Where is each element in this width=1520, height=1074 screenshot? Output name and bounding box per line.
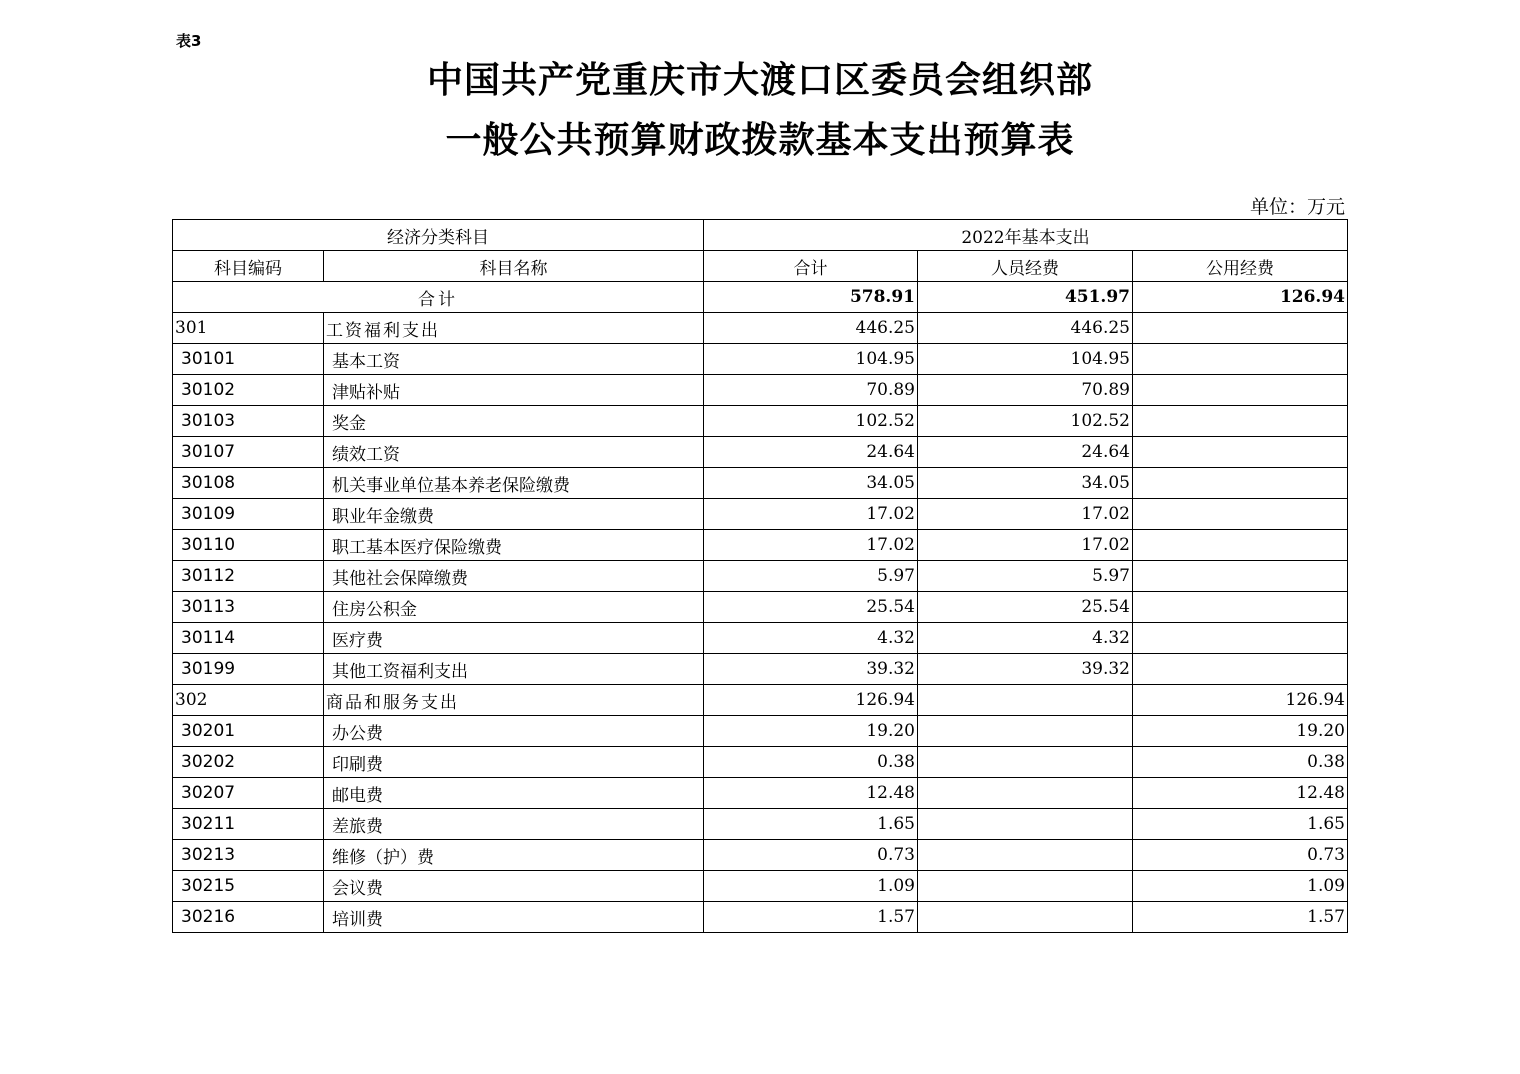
table-row xyxy=(173,561,1348,592)
row-total: 0.38 xyxy=(704,747,918,778)
row-name: 办公费 xyxy=(324,716,704,747)
header-personnel-expense: 人员经费 xyxy=(918,251,1133,282)
row-public: 1.09 xyxy=(1133,871,1348,902)
row-name: 培训费 xyxy=(324,902,704,933)
header-basic-expenditure-2022: 2022年基本支出 xyxy=(704,220,1348,251)
row-public: 12.48 xyxy=(1133,778,1348,809)
row-code: 30211 xyxy=(173,809,324,840)
row-public xyxy=(1133,592,1348,623)
row-name: 机关事业单位基本养老保险缴费 xyxy=(324,468,704,499)
row-total: 34.05 xyxy=(704,468,918,499)
total-row-label: 合计 xyxy=(173,282,704,313)
row-total: 102.52 xyxy=(704,406,918,437)
total-row-total: 578.91 xyxy=(704,282,918,313)
row-total: 104.95 xyxy=(704,344,918,375)
budget-table xyxy=(172,219,1348,933)
table-row xyxy=(173,437,1348,468)
table-row xyxy=(173,809,1348,840)
row-public: 126.94 xyxy=(1133,685,1348,716)
row-public xyxy=(1133,468,1348,499)
row-code: 30213 xyxy=(173,840,324,871)
row-code: 30103 xyxy=(173,406,324,437)
table-row xyxy=(173,747,1348,778)
row-public: 1.65 xyxy=(1133,809,1348,840)
row-total: 1.09 xyxy=(704,871,918,902)
row-personnel xyxy=(918,685,1133,716)
header-total: 合计 xyxy=(704,251,918,282)
row-personnel xyxy=(918,778,1133,809)
row-personnel: 25.54 xyxy=(918,592,1133,623)
row-public xyxy=(1133,654,1348,685)
row-total: 0.73 xyxy=(704,840,918,871)
row-personnel: 39.32 xyxy=(918,654,1133,685)
row-name: 会议费 xyxy=(324,871,704,902)
row-public: 19.20 xyxy=(1133,716,1348,747)
row-public xyxy=(1133,406,1348,437)
row-personnel xyxy=(918,809,1133,840)
row-code: 30114 xyxy=(173,623,324,654)
total-row-public: 126.94 xyxy=(1133,282,1348,313)
row-public: 1.57 xyxy=(1133,902,1348,933)
row-public xyxy=(1133,375,1348,406)
table-row xyxy=(173,468,1348,499)
row-personnel xyxy=(918,902,1133,933)
row-total: 4.32 xyxy=(704,623,918,654)
row-name: 住房公积金 xyxy=(324,592,704,623)
header-group-row xyxy=(173,220,1348,251)
row-total: 446.25 xyxy=(704,313,918,344)
row-code: 301 xyxy=(173,313,324,344)
row-code: 30216 xyxy=(173,902,324,933)
table-row xyxy=(173,623,1348,654)
row-name: 邮电费 xyxy=(324,778,704,809)
row-name: 其他工资福利支出 xyxy=(324,654,704,685)
table-row xyxy=(173,685,1348,716)
row-code: 30201 xyxy=(173,716,324,747)
row-public: 0.38 xyxy=(1133,747,1348,778)
row-total: 70.89 xyxy=(704,375,918,406)
row-personnel: 70.89 xyxy=(918,375,1133,406)
row-name: 印刷费 xyxy=(324,747,704,778)
row-total: 17.02 xyxy=(704,530,918,561)
table-row xyxy=(173,654,1348,685)
row-personnel: 104.95 xyxy=(918,344,1133,375)
row-code: 30113 xyxy=(173,592,324,623)
document-title-line-2: 一般公共预算财政拨款基本支出预算表 xyxy=(445,120,1075,161)
row-total: 25.54 xyxy=(704,592,918,623)
row-code: 30207 xyxy=(173,778,324,809)
header-subject-name: 科目名称 xyxy=(324,251,704,282)
row-total: 39.32 xyxy=(704,654,918,685)
row-name: 基本工资 xyxy=(324,344,704,375)
row-personnel: 17.02 xyxy=(918,530,1133,561)
row-personnel: 34.05 xyxy=(918,468,1133,499)
table-row xyxy=(173,406,1348,437)
row-personnel xyxy=(918,840,1133,871)
row-code: 30202 xyxy=(173,747,324,778)
unit-label: 单位：万元 xyxy=(1249,196,1345,218)
row-personnel: 5.97 xyxy=(918,561,1133,592)
row-name: 工资福利支出 xyxy=(324,313,704,344)
row-code: 302 xyxy=(173,685,324,716)
row-total: 12.48 xyxy=(704,778,918,809)
row-name: 津贴补贴 xyxy=(324,375,704,406)
row-code: 30109 xyxy=(173,499,324,530)
row-total: 17.02 xyxy=(704,499,918,530)
row-personnel: 4.32 xyxy=(918,623,1133,654)
row-public xyxy=(1133,313,1348,344)
row-code: 30107 xyxy=(173,437,324,468)
table-row xyxy=(173,313,1348,344)
row-public xyxy=(1133,499,1348,530)
header-economic-classification: 经济分类科目 xyxy=(173,220,704,251)
total-row-personnel: 451.97 xyxy=(918,282,1133,313)
row-name: 医疗费 xyxy=(324,623,704,654)
row-name: 职工基本医疗保险缴费 xyxy=(324,530,704,561)
row-public xyxy=(1133,437,1348,468)
row-code: 30110 xyxy=(173,530,324,561)
header-column-row xyxy=(173,251,1348,282)
table-row xyxy=(173,902,1348,933)
row-personnel: 24.64 xyxy=(918,437,1133,468)
table-row xyxy=(173,530,1348,561)
row-public xyxy=(1133,344,1348,375)
row-name: 维修（护）费 xyxy=(324,840,704,871)
table-row xyxy=(173,840,1348,871)
row-code: 30102 xyxy=(173,375,324,406)
row-code: 30108 xyxy=(173,468,324,499)
row-public xyxy=(1133,530,1348,561)
row-personnel xyxy=(918,871,1133,902)
header-subject-code: 科目编码 xyxy=(173,251,324,282)
table-row xyxy=(173,716,1348,747)
table-row xyxy=(173,375,1348,406)
row-personnel xyxy=(918,716,1133,747)
row-name: 奖金 xyxy=(324,406,704,437)
table-row xyxy=(173,344,1348,375)
document-title-line-1: 中国共产党重庆市大渡口区委员会组织部 xyxy=(426,60,1093,101)
row-name: 其他社会保障缴费 xyxy=(324,561,704,592)
row-total: 19.20 xyxy=(704,716,918,747)
row-public xyxy=(1133,623,1348,654)
row-public xyxy=(1133,561,1348,592)
row-code: 30199 xyxy=(173,654,324,685)
table-row xyxy=(173,871,1348,902)
row-name: 差旅费 xyxy=(324,809,704,840)
row-total: 5.97 xyxy=(704,561,918,592)
row-code: 30215 xyxy=(173,871,324,902)
row-total: 126.94 xyxy=(704,685,918,716)
table-row xyxy=(173,592,1348,623)
row-total: 1.57 xyxy=(704,902,918,933)
row-personnel: 102.52 xyxy=(918,406,1133,437)
row-public: 0.73 xyxy=(1133,840,1348,871)
row-name: 绩效工资 xyxy=(324,437,704,468)
row-code: 30112 xyxy=(173,561,324,592)
table-row xyxy=(173,499,1348,530)
row-name: 商品和服务支出 xyxy=(324,685,704,716)
table-number-label: 表3 xyxy=(176,32,202,50)
row-personnel: 17.02 xyxy=(918,499,1133,530)
table-row xyxy=(173,778,1348,809)
row-personnel: 446.25 xyxy=(918,313,1133,344)
total-row xyxy=(173,282,1348,313)
row-total: 1.65 xyxy=(704,809,918,840)
row-personnel xyxy=(918,747,1133,778)
row-code: 30101 xyxy=(173,344,324,375)
row-total: 24.64 xyxy=(704,437,918,468)
row-name: 职业年金缴费 xyxy=(324,499,704,530)
header-public-expense: 公用经费 xyxy=(1133,251,1348,282)
